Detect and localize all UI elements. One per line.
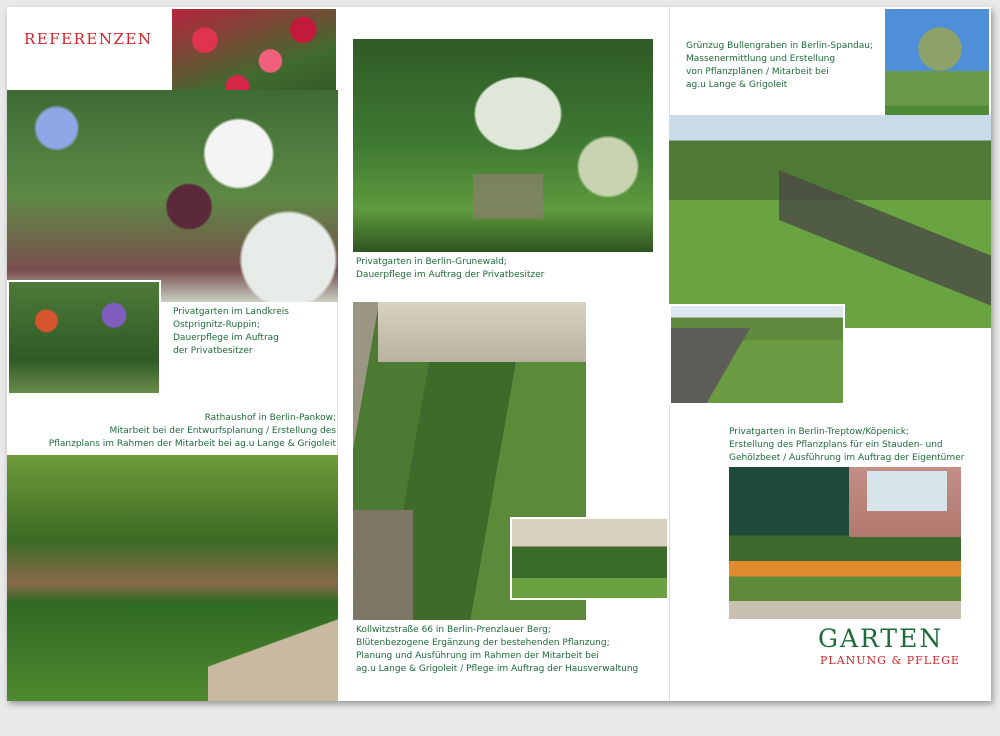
logo-garten: GARTEN: [818, 624, 944, 653]
photo-kollwitz-detail: [510, 517, 669, 600]
photo-path-benches: [669, 304, 845, 405]
photo-stairs: [353, 510, 413, 620]
caption-treptow: Privatgarten in Berlin-Treptow/Köpenick; Erstellung des Pflanzplans für ein Stauden- und Gehölzbeet / Ausführung im Auftrag der Eigentümer: [729, 427, 965, 463]
photo-flower-border: [7, 280, 161, 395]
caption-prenzlauer: Kollwitzstraße 66 in Berlin-Prenzlauer Berg; Blütenbezogene Ergänzung der bestehenden Pflanzung; Planung und Ausführung im Rahmen der Mitarbeit bei ag.u Lange & Grigoleit / Pflege im Auftrag der Hausverwaltung: [356, 625, 639, 674]
photo-perennial-bed: [7, 90, 338, 302]
photo-bench: [473, 174, 543, 219]
photo-path: [208, 611, 338, 701]
photo-boardwalk: [669, 115, 991, 328]
page-title: REFERENZEN: [24, 30, 153, 48]
photo-grunewald-garden: [353, 39, 653, 252]
caption-pankow: Rathaushof in Berlin-Pankow; Mitarbeit bei der Entwurfsplanung / Erstellung des Pflanzplans im Rahmen der Mitarbeit bei ag.u Lange & Grigoleit: [48, 413, 336, 449]
logo-subtitle: PLANUNG & PFLEGE: [820, 654, 960, 667]
photo-olive-tree: [915, 19, 965, 79]
photo-window: [867, 471, 947, 511]
photo-tulip-bed: [729, 467, 961, 619]
caption-spandau: Grünzug Bullengraben in Berlin-Spandau; Massenermittlung und Erstellung von Pflanzplänen / Mitarbeit bei ag.u Lange & Grigoleit: [686, 41, 873, 90]
caption-ostprignitz: Privatgarten im Landkreis Ostprignitz-Ruppin; Dauerpflege im Auftrag der Privatbesitzer: [173, 307, 289, 356]
photo-building: [378, 302, 586, 362]
caption-grunewald: Privatgarten in Berlin-Grunewald; Dauerpflege im Auftrag der Privatbesitzer: [356, 257, 545, 280]
photo-walkway: [779, 170, 991, 313]
photo-courtyard-pankow: [7, 455, 338, 701]
photo-asphalt-path: [671, 328, 756, 405]
